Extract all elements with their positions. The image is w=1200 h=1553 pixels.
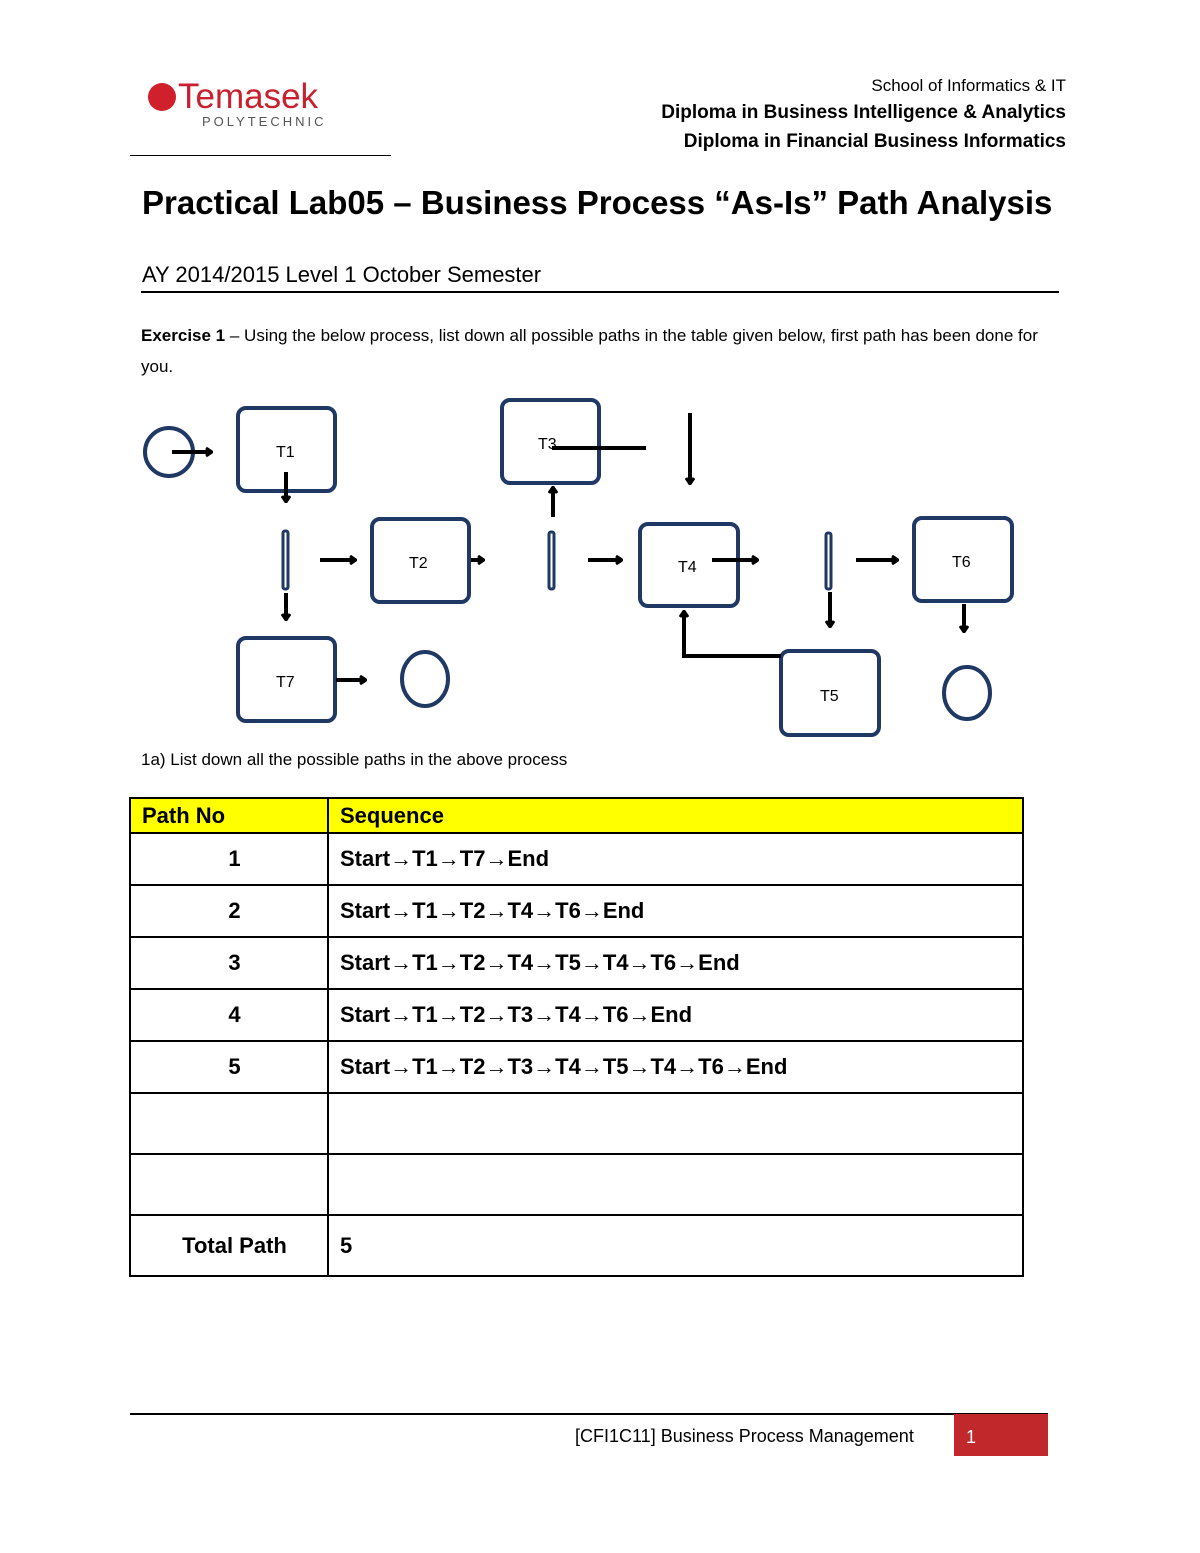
gateway-1 [283, 531, 288, 589]
diploma-line-1: Diploma in Business Intelligence & Analytics [661, 102, 1066, 123]
end-event-2 [944, 667, 990, 719]
gateway-2 [549, 532, 554, 589]
task-t3-label: T3 [538, 436, 557, 453]
header-sequence: Sequence [328, 798, 1023, 833]
page-number: 1 [966, 1427, 977, 1447]
path-sequence [328, 1154, 1023, 1215]
diploma-line-2: Diploma in Financial Business Informatics [683, 131, 1066, 152]
total-row [130, 1215, 1023, 1276]
path-number: 3 [130, 937, 328, 989]
total-label: Total Path [130, 1215, 328, 1276]
exercise-instructions [141, 320, 1056, 382]
table-row [130, 1154, 1023, 1215]
end-event-1 [402, 652, 448, 706]
path-sequence: Start→T1→T7→End [328, 833, 1023, 885]
task-t4-label: T4 [678, 559, 697, 576]
footer-course: [CFI1C11] Business Process Management [575, 1426, 914, 1446]
table-header-row [130, 798, 1023, 833]
temasek-emblem-icon [148, 83, 176, 111]
task-t7-label: T7 [276, 674, 295, 691]
task-t6-label: T6 [952, 554, 971, 571]
school-block [661, 74, 1066, 156]
page-title: Practical Lab05 – Business Process “As-Is” Path Analysis [142, 184, 1053, 221]
table-row [130, 1093, 1023, 1154]
table-row [130, 989, 1023, 1041]
question-1a: 1a) List down all the possible paths in the above process [141, 750, 568, 769]
task-t5-label: T5 [820, 688, 839, 705]
process-diagram [0, 380, 1200, 740]
path-number: 5 [130, 1041, 328, 1093]
logo-divider [130, 155, 391, 156]
exercise-label: Exercise 1 [141, 326, 226, 345]
path-number [130, 1154, 328, 1215]
path-sequence: Start→T1→T2→T3→T4→T6→End [328, 989, 1023, 1041]
path-sequence: Start→T1→T2→T4→T6→End [328, 885, 1023, 937]
paths-table [129, 797, 1024, 1277]
task-t1-label: T1 [276, 444, 295, 461]
task-t2-label: T2 [409, 555, 428, 572]
footer-divider [130, 1413, 1048, 1415]
logo-name: Temasek [178, 77, 319, 116]
path-number: 2 [130, 885, 328, 937]
temasek-logo [148, 78, 327, 129]
school-name: School of Informatics & IT [871, 76, 1066, 95]
path-number: 4 [130, 989, 328, 1041]
table-row [130, 833, 1023, 885]
table-row [130, 937, 1023, 989]
path-number [130, 1093, 328, 1154]
table-row [130, 1041, 1023, 1093]
gateway-3 [826, 533, 831, 589]
page-subtitle: AY 2014/2015 Level 1 October Semester [142, 262, 542, 287]
total-value: 5 [328, 1215, 1023, 1276]
title-divider [141, 291, 1059, 293]
exercise-text: – Using the below process, list down all possible paths in the table given below, first path has been done for you. [141, 326, 1038, 376]
flow-t5-t4 [684, 611, 781, 656]
path-number: 1 [130, 833, 328, 885]
path-sequence: Start→T1→T2→T3→T4→T5→T4→T6→End [328, 1041, 1023, 1093]
logo-subtitle: POLYTECHNIC [202, 114, 327, 129]
path-sequence: Start→T1→T2→T4→T5→T4→T6→End [328, 937, 1023, 989]
table-row [130, 885, 1023, 937]
header-path-no: Path No [130, 798, 328, 833]
path-sequence [328, 1093, 1023, 1154]
